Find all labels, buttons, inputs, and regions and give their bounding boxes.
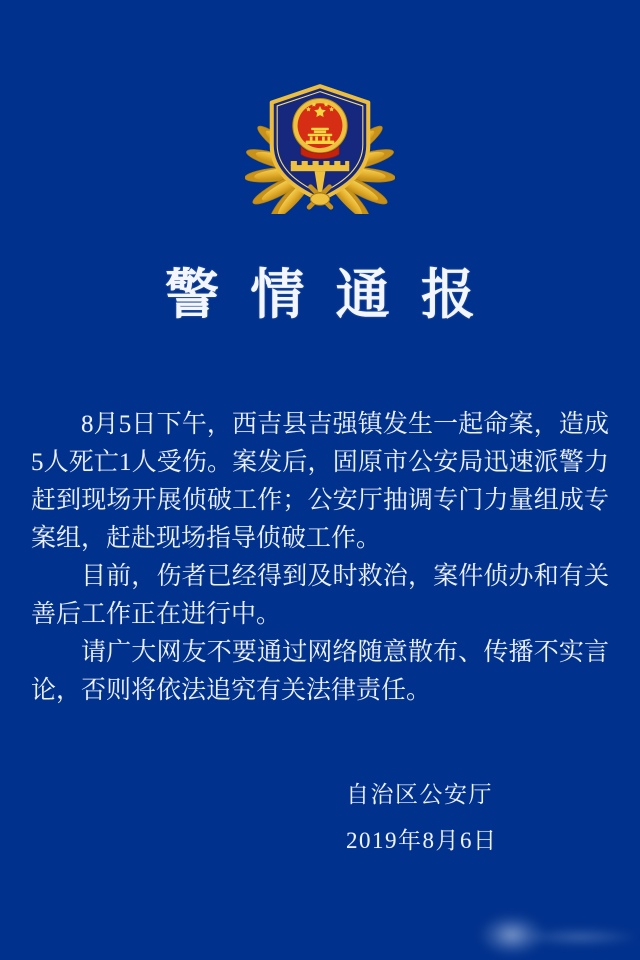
- notice-paragraph-3: 请广大网友不要通过网络随意散布、传播不实言论，否则将依法追究有关法律责任。: [31, 639, 609, 704]
- signature-org: 自治区公安厅: [346, 782, 493, 807]
- notice-paragraph-2: 目前，伤者已经得到及时救治，案件侦办和有关善后工作正在进行中。: [31, 563, 609, 628]
- signature-date: 2019年8月6日: [346, 828, 498, 853]
- blurred-watermark: [470, 905, 635, 955]
- signature-block: [346, 772, 498, 864]
- notice-body: [31, 406, 609, 710]
- police-badge-icon: [245, 74, 395, 214]
- notice-title: 警情通报: [165, 265, 507, 325]
- notice-paragraph-1: 8月5日下午，西吉县吉强镇发生一起命案，造成5人死亡1人受伤。案发后，固原市公安局迅速派警力赶到现场开展侦破工作；公安厅抽调专门力量组成专案组，赶赴现场指导侦破工作。: [31, 411, 609, 552]
